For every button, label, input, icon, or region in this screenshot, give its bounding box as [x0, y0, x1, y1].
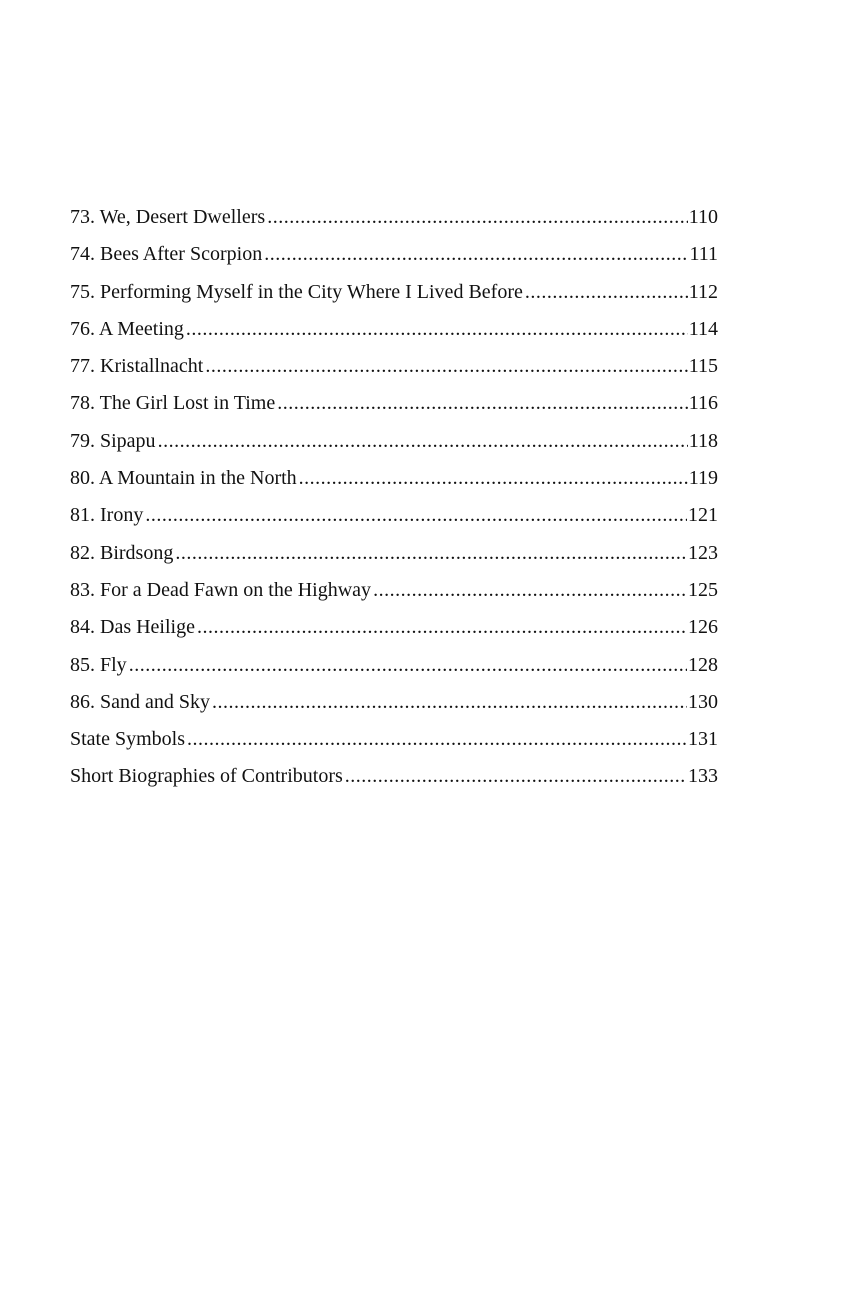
dot-leader: [175, 542, 687, 565]
toc-entry: [70, 318, 718, 355]
toc-entry-page: 133: [688, 765, 718, 788]
toc-entry-page: 121: [688, 504, 718, 527]
toc-entry-page: 118: [688, 429, 718, 452]
toc-entry-title: Short Biographies of Contributors: [70, 765, 343, 788]
toc-entry: [70, 243, 718, 280]
dot-leader: [525, 281, 688, 304]
toc-entry-page: 112: [688, 280, 718, 303]
toc-entry-title: 75. Performing Myself in the City Where I Lived Before: [70, 280, 523, 303]
toc-entry: [70, 691, 718, 728]
toc-entry-title: 73. We, Desert Dwellers: [70, 206, 266, 228]
dot-leader: [145, 504, 687, 527]
toc-entry-page: 125: [688, 578, 718, 601]
toc-entry: [70, 206, 718, 243]
toc-entry-title: 74. Bees After Scorpion: [70, 243, 263, 266]
dot-leader: [187, 728, 687, 751]
dot-leader: [373, 579, 687, 602]
toc-entry-title: 79. Sipapu: [70, 429, 156, 452]
dot-leader: [205, 355, 687, 378]
toc-entry-title: 78. The Girl Lost in Time: [70, 392, 276, 415]
dot-leader: [277, 392, 688, 415]
toc-entry: [70, 392, 718, 429]
toc-entry-title: 81. Irony: [70, 504, 144, 527]
toc-entry-page: 110: [688, 206, 718, 228]
toc-entry-title: 86. Sand and Sky: [70, 690, 210, 713]
toc-entry: [70, 467, 718, 504]
toc-entry-title: 76. A Meeting: [70, 317, 184, 340]
toc-entry: [70, 542, 718, 579]
toc-entry: [70, 504, 718, 541]
toc-entry: [70, 430, 718, 467]
toc-entry-title: 77. Kristallnacht: [70, 355, 204, 378]
dot-leader: [264, 243, 688, 266]
toc-entry-title: 84. Das Heilige: [70, 616, 195, 639]
toc-entry-page: 126: [688, 616, 718, 639]
toc-entry-page: 116: [688, 392, 718, 415]
toc-entry: [70, 355, 718, 392]
toc-entry-page: 114: [688, 317, 718, 340]
dot-leader: [299, 467, 688, 490]
table-of-contents: [70, 206, 718, 803]
toc-entry-page: 111: [689, 243, 718, 266]
toc-entry: [70, 654, 718, 691]
toc-entry-title: 82. Birdsong: [70, 541, 174, 564]
toc-entry-page: 128: [688, 653, 718, 676]
toc-entry: [70, 765, 718, 802]
toc-entry-page: 123: [688, 541, 718, 564]
toc-entry-page: 131: [688, 728, 718, 751]
dot-leader: [129, 654, 687, 677]
toc-entry-title: State Symbols: [70, 728, 186, 751]
dot-leader: [267, 206, 688, 229]
dot-leader: [345, 765, 687, 788]
toc-entry: [70, 281, 718, 318]
toc-entry-page: 119: [688, 467, 718, 490]
toc-entry-title: 85. Fly: [70, 653, 127, 676]
dot-leader: [158, 430, 688, 453]
dot-leader: [197, 616, 687, 639]
toc-entry-page: 130: [688, 690, 718, 713]
toc-entry: [70, 579, 718, 616]
toc-entry-title: 80. A Mountain in the North: [70, 467, 297, 490]
dot-leader: [212, 691, 687, 714]
toc-entry: [70, 616, 718, 653]
toc-entry: [70, 728, 718, 765]
toc-entry-page: 115: [688, 355, 718, 378]
toc-entry-title: 83. For a Dead Fawn on the Highway: [70, 578, 372, 601]
dot-leader: [186, 318, 688, 341]
